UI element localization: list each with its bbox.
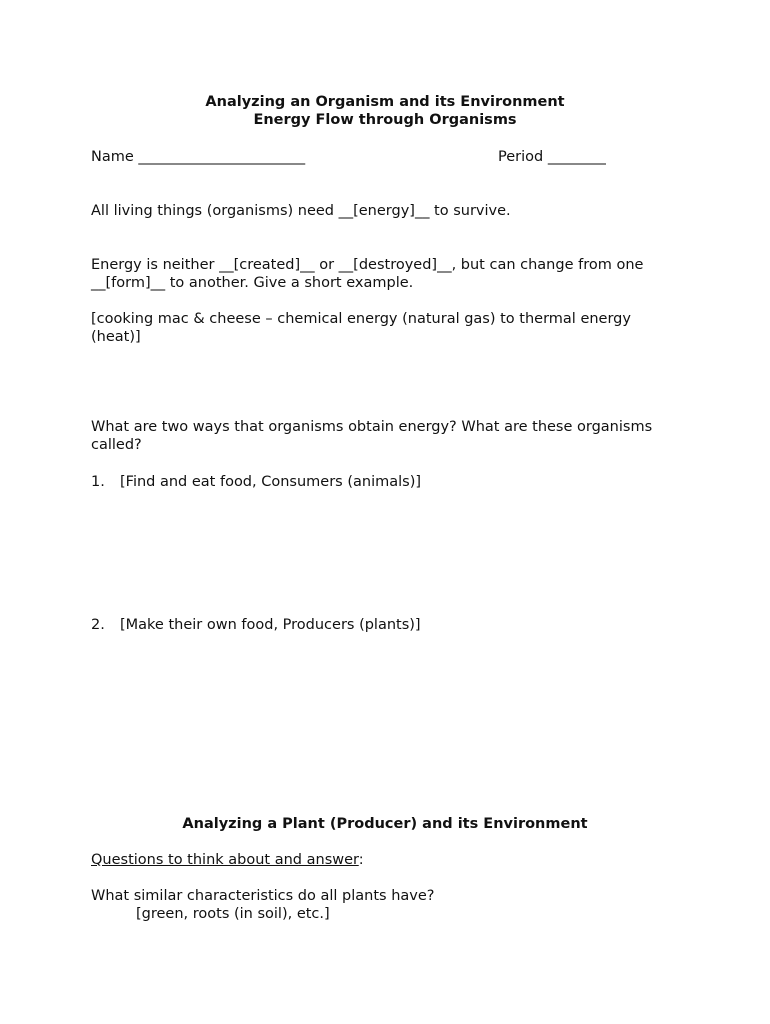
question-energy-change-line1: Energy is neither __[created]__ or __[destroyed]__, but can change from one (91, 257, 644, 273)
question-energy-change-line2: __[form]__ to another. Give a short example. (91, 275, 414, 291)
answer-energy-example-line1: [cooking mac & cheese – chemical energy (natural gas) to thermal energy (91, 311, 631, 327)
question-obtain-energy-line1: What are two ways that organisms obtain energy? What are these organisms (91, 419, 653, 435)
page-subtitle: Energy Flow through Organisms (253, 112, 517, 128)
answer-plant-characteristics: [green, roots (in soil), etc.] (136, 906, 330, 922)
list-item-number: 1. (91, 474, 105, 490)
page-title: Analyzing an Organism and its Environment (205, 94, 565, 110)
list-item-number: 2. (91, 617, 105, 633)
list-item-text: [Make their own food, Producers (plants)] (120, 617, 421, 633)
list-item (91, 616, 421, 634)
list-item (91, 473, 421, 491)
list-item-text: [Find and eat food, Consumers (animals)] (120, 474, 422, 490)
section-subheading (91, 851, 364, 869)
section-heading: Analyzing a Plant (Producer) and its Environment (182, 816, 588, 832)
name-field-label: Name _______________________ (91, 149, 306, 165)
question-plant-characteristics: What similar characteristics do all plants have? (91, 888, 435, 904)
question-obtain-energy-line2: called? (91, 437, 142, 453)
question-energy-need: All living things (organisms) need __[energy]__ to survive. (91, 203, 511, 219)
period-field-label: Period ________ (498, 149, 606, 165)
section-subheading-colon: : (358, 852, 364, 868)
section-subheading-text: Questions to think about and answer (91, 852, 359, 868)
answer-energy-example-line2: (heat)] (91, 329, 141, 345)
